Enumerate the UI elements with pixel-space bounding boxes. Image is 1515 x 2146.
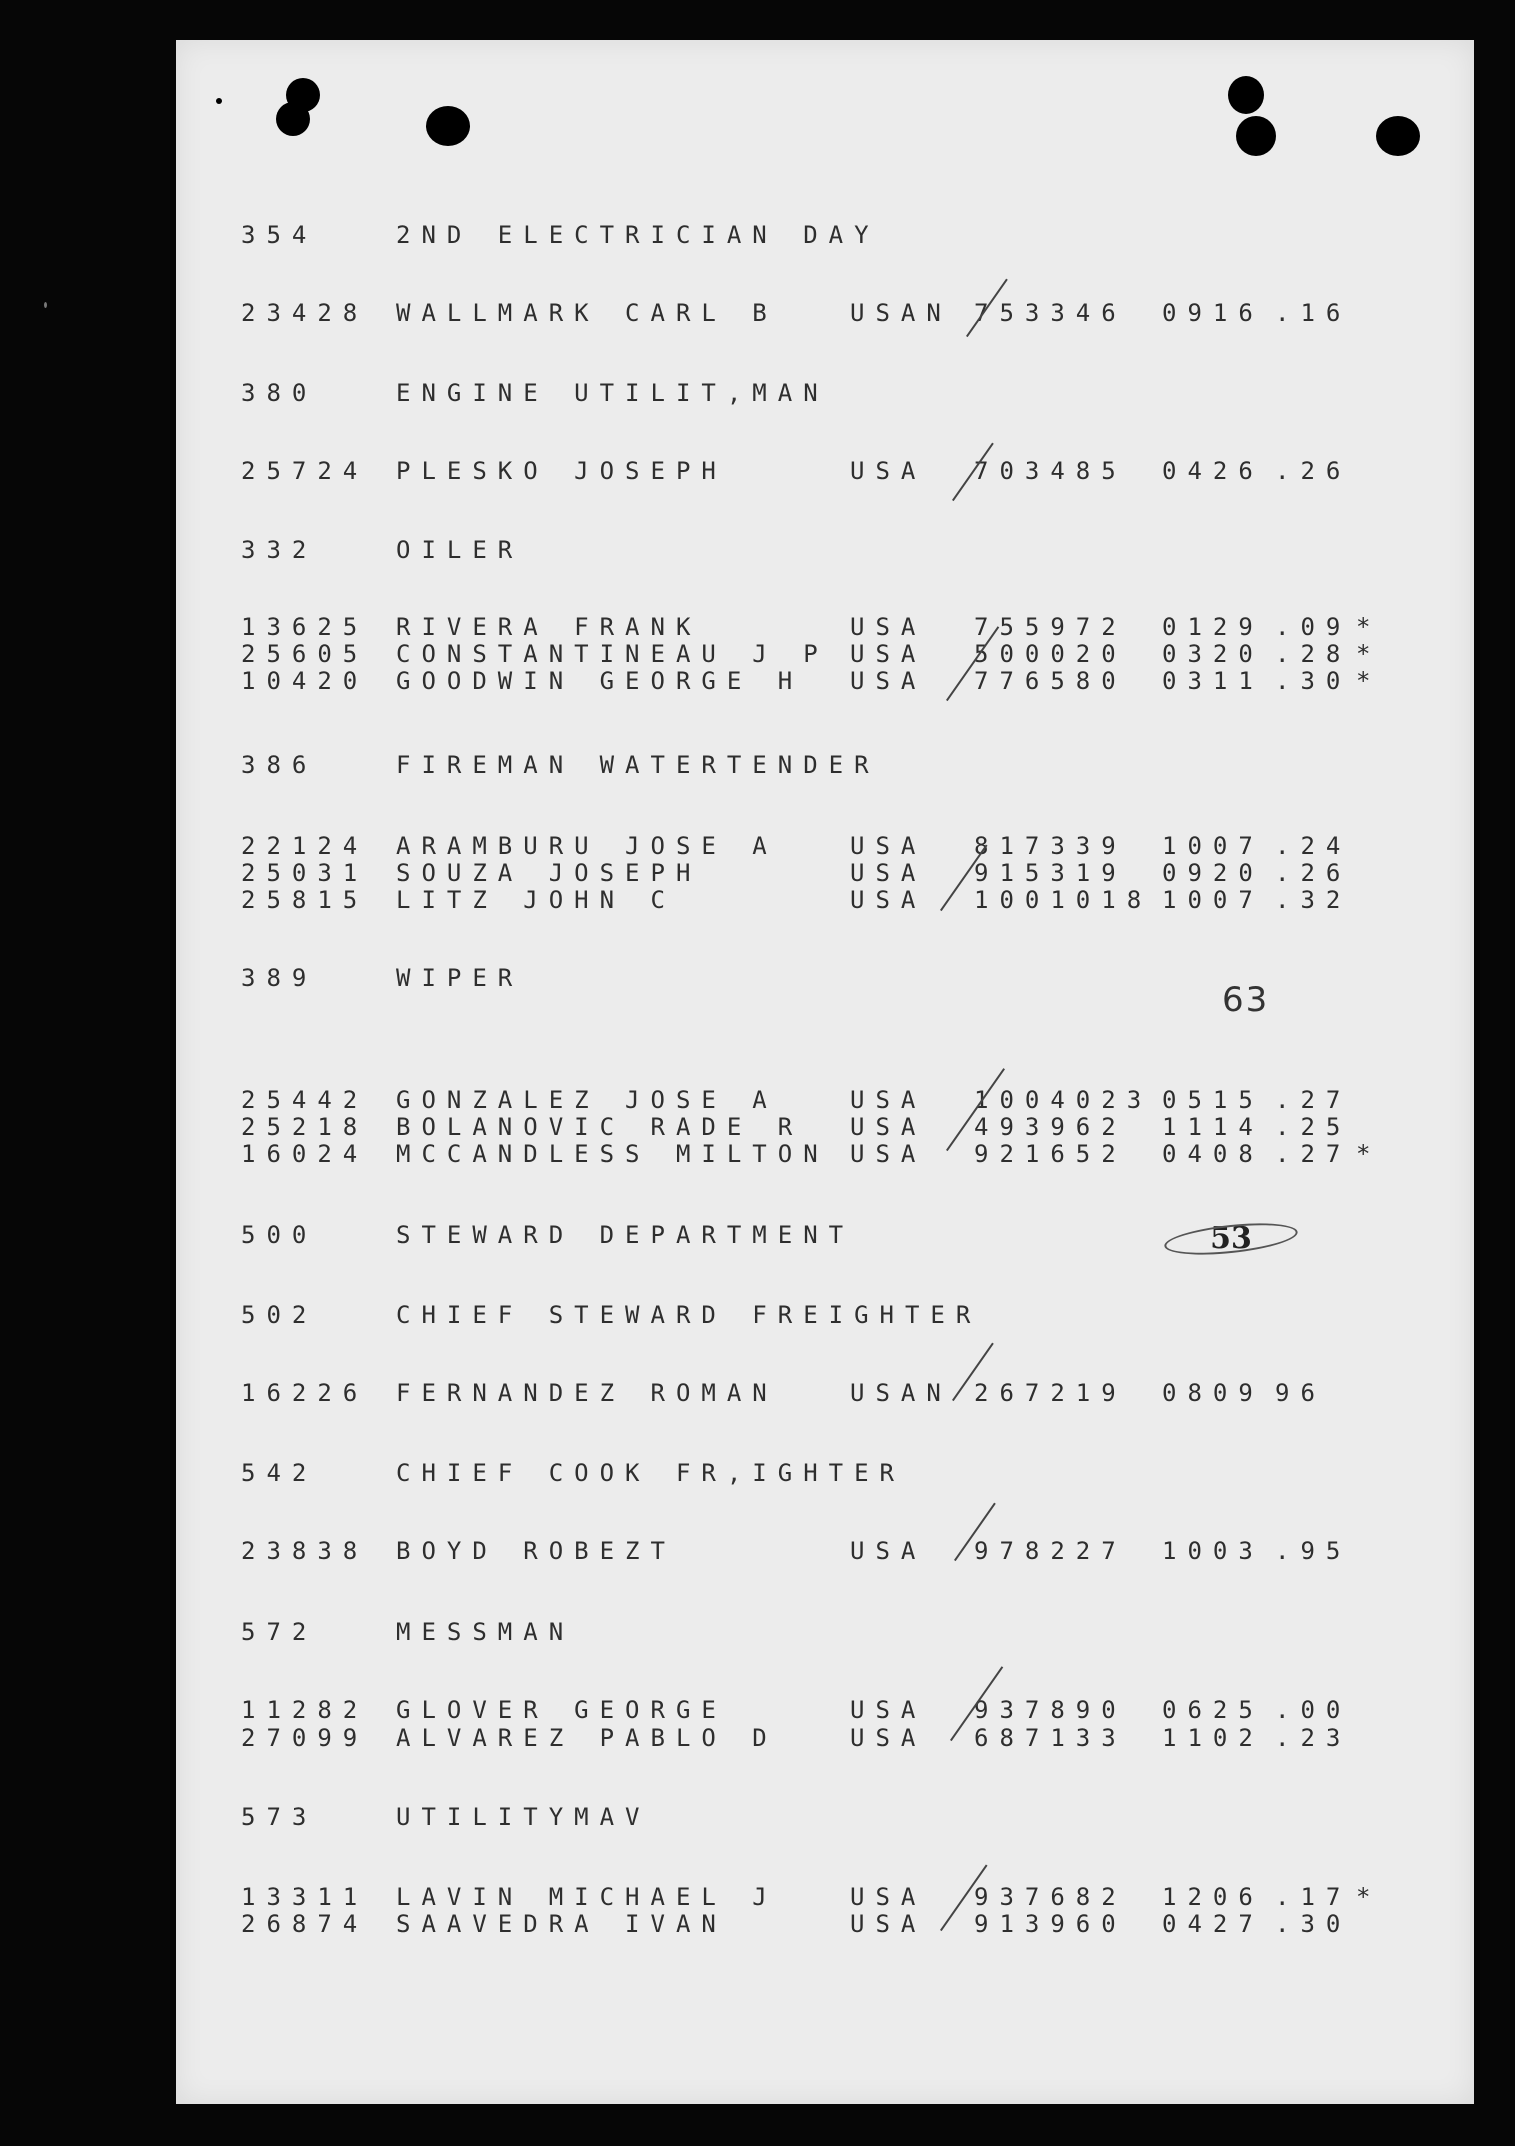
record-id: 11282 (241, 1696, 369, 1724)
record-amount: .32 (1275, 886, 1352, 914)
section-code: 380 (241, 379, 318, 407)
record-id: 27099 (241, 1724, 369, 1752)
record-id: 16226 (241, 1379, 369, 1407)
record-number: 915319 (974, 859, 1127, 887)
record-name: CONSTANTINEAU J P (396, 640, 829, 668)
record-name: SOUZA JOSEPH (396, 859, 702, 887)
handwritten-number: 63 (1222, 980, 1270, 1020)
record-name: GOODWIN GEORGE H (396, 667, 804, 695)
record-amount: .24 (1275, 832, 1352, 860)
section-code: 502 (241, 1301, 318, 1329)
record-date: 0408 (1162, 1140, 1264, 1168)
record-date: 1007 (1162, 886, 1264, 914)
dust-speck (216, 98, 222, 104)
record-name: GLOVER GEORGE (396, 1696, 727, 1724)
record-name: WALLMARK CARL B (396, 299, 778, 327)
record-date: 1114 (1162, 1113, 1264, 1141)
record-name: ARAMBURU JOSE A (396, 832, 778, 860)
section-title: MESSMAN (396, 1618, 575, 1646)
record-name: SAAVEDRA IVAN (396, 1910, 727, 1938)
section-code: 542 (241, 1459, 318, 1487)
record-id: 25605 (241, 640, 369, 668)
record-number: 493962 (974, 1113, 1127, 1141)
section-title: CHIEF STEWARD FREIGHTER (396, 1301, 982, 1329)
section-title: FIREMAN WATERTENDER (396, 751, 880, 779)
section-code: 573 (241, 1803, 318, 1831)
record-id: 25724 (241, 457, 369, 485)
record-number: 776580 (974, 667, 1127, 695)
record-name: LAVIN MICHAEL J (396, 1883, 778, 1911)
record-name: PLESKO JOSEPH (396, 457, 727, 485)
record-date: 0129 (1162, 613, 1264, 641)
record-name: BOYD ROBEZT (396, 1537, 676, 1565)
section-title: 2ND ELECTRICIAN DAY (396, 221, 880, 249)
record-number: 753346 (974, 299, 1127, 327)
record-citizenship: USA (850, 1883, 927, 1911)
record-amount: .30 (1275, 667, 1352, 695)
section-code: 389 (241, 964, 318, 992)
record-date: 1007 (1162, 832, 1264, 860)
record-date: 0916 (1162, 299, 1264, 327)
record-date: 1003 (1162, 1537, 1264, 1565)
section-title: WIPER (396, 964, 524, 992)
record-amount: .00 (1275, 1696, 1352, 1724)
section-title: CHIEF COOK FR,IGHTER (396, 1459, 905, 1487)
record-citizenship: USA (850, 1086, 927, 1114)
record-citizenship: USAN (850, 299, 952, 327)
record-citizenship: USA (850, 1140, 927, 1168)
record-amount: .09 (1275, 613, 1352, 641)
document-page (176, 40, 1474, 2104)
record-amount: .26 (1275, 859, 1352, 887)
record-mark: * (1356, 640, 1371, 668)
record-amount: .16 (1275, 299, 1352, 327)
record-date: 0427 (1162, 1910, 1264, 1938)
record-date: 0920 (1162, 859, 1264, 887)
record-name: LITZ JOHN C (396, 886, 676, 914)
record-citizenship: USA (850, 457, 927, 485)
section-code: 386 (241, 751, 318, 779)
section-code: 500 (241, 1221, 318, 1249)
record-date: 0809 (1162, 1379, 1264, 1407)
record-citizenship: USA (850, 1113, 927, 1141)
record-id: 25031 (241, 859, 369, 887)
record-amount: .17 (1275, 1883, 1352, 1911)
record-date: 0625 (1162, 1696, 1264, 1724)
record-id: 25815 (241, 886, 369, 914)
record-id: 25442 (241, 1086, 369, 1114)
record-citizenship: USAN (850, 1379, 952, 1407)
section-title: OILER (396, 536, 524, 564)
section-title: STEWARD DEPARTMENT (396, 1221, 855, 1249)
section-code: 332 (241, 536, 318, 564)
record-id: 26874 (241, 1910, 369, 1938)
record-number: 755972 (974, 613, 1127, 641)
record-number: 978227 (974, 1537, 1127, 1565)
stamped-number: 53 (1176, 1217, 1286, 1261)
record-number: 1004023 (974, 1086, 1153, 1114)
record-name: BOLANOVIC RADE R (396, 1113, 804, 1141)
record-id: 13625 (241, 613, 369, 641)
record-mark: * (1356, 667, 1371, 695)
record-id: 22124 (241, 832, 369, 860)
section-code: 572 (241, 1618, 318, 1646)
record-number: 687133 (974, 1724, 1127, 1752)
punch-hole (1236, 116, 1276, 156)
record-date: 0311 (1162, 667, 1264, 695)
record-citizenship: USA (850, 613, 927, 641)
record-date: 0515 (1162, 1086, 1264, 1114)
record-citizenship: USA (850, 1724, 927, 1752)
record-date: 1206 (1162, 1883, 1264, 1911)
record-citizenship: USA (850, 1910, 927, 1938)
record-amount: .25 (1275, 1113, 1352, 1141)
record-citizenship: USA (850, 1696, 927, 1724)
record-id: 25218 (241, 1113, 369, 1141)
record-number: 500020 (974, 640, 1127, 668)
record-amount: .30 (1275, 1910, 1352, 1938)
dust-speck (44, 302, 47, 308)
record-mark: * (1356, 1883, 1371, 1911)
record-amount: .23 (1275, 1724, 1352, 1752)
record-date: 0426 (1162, 457, 1264, 485)
punch-hole (1228, 76, 1264, 114)
record-id: 23838 (241, 1537, 369, 1565)
record-id: 10420 (241, 667, 369, 695)
section-title: ENGINE UTILIT,MAN (396, 379, 829, 407)
punch-hole (426, 106, 470, 146)
record-name: ALVAREZ PABLO D (396, 1724, 778, 1752)
record-number: 921652 (974, 1140, 1127, 1168)
punch-hole (276, 102, 310, 136)
record-mark: * (1356, 1140, 1371, 1168)
record-date: 0320 (1162, 640, 1264, 668)
section-title: UTILITYMAV (396, 1803, 651, 1831)
record-number: 267219 (974, 1379, 1127, 1407)
record-id: 16024 (241, 1140, 369, 1168)
record-number: 703485 (974, 457, 1127, 485)
record-citizenship: USA (850, 640, 927, 668)
record-number: 1001018 (974, 886, 1153, 914)
record-citizenship: USA (850, 667, 927, 695)
record-number: 913960 (974, 1910, 1127, 1938)
record-name: RIVERA FRANK (396, 613, 702, 641)
record-amount: .27 (1275, 1140, 1352, 1168)
record-name: FERNANDEZ ROMAN (396, 1379, 778, 1407)
punch-hole (1376, 116, 1420, 156)
record-id: 13311 (241, 1883, 369, 1911)
record-number: 937890 (974, 1696, 1127, 1724)
section-code: 354 (241, 221, 318, 249)
record-amount: .27 (1275, 1086, 1352, 1114)
record-name: MCCANDLESS MILTON (396, 1140, 829, 1168)
record-amount: 96 (1275, 1379, 1326, 1407)
record-date: 1102 (1162, 1724, 1264, 1752)
record-mark: * (1356, 613, 1371, 641)
record-amount: .28 (1275, 640, 1352, 668)
record-citizenship: USA (850, 859, 927, 887)
record-citizenship: USA (850, 832, 927, 860)
record-amount: .26 (1275, 457, 1352, 485)
record-id: 23428 (241, 299, 369, 327)
record-name: GONZALEZ JOSE A (396, 1086, 778, 1114)
record-amount: .95 (1275, 1537, 1352, 1565)
record-citizenship: USA (850, 1537, 927, 1565)
record-number: 817339 (974, 832, 1127, 860)
record-number: 937682 (974, 1883, 1127, 1911)
record-citizenship: USA (850, 886, 927, 914)
